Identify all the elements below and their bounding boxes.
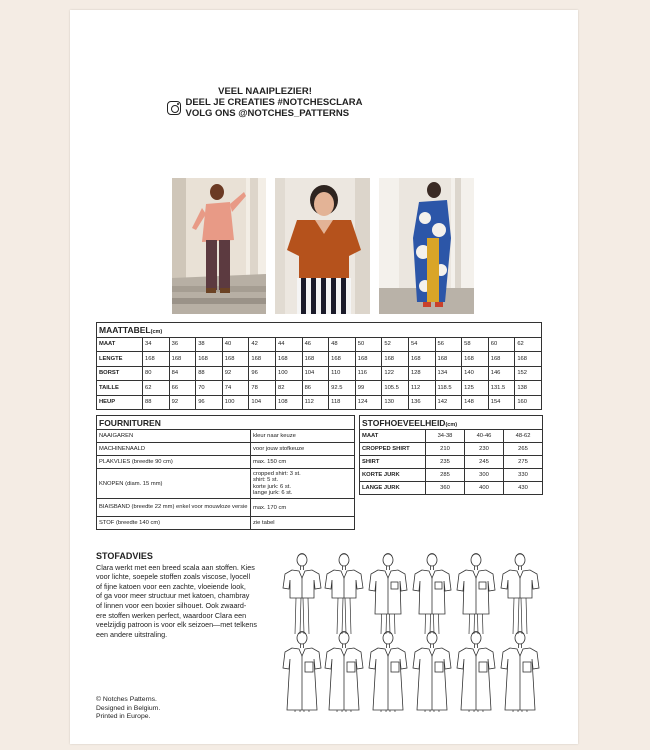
table-row (97, 395, 542, 410)
advice-line: ere stoffen werken perfect, waardoor Clara een (96, 610, 247, 620)
buttons-line: lange jurk: 6 st. (253, 490, 293, 496)
size-cell: 48 (329, 337, 356, 352)
technical-drawings (280, 548, 546, 728)
table-row (360, 443, 543, 456)
copyright-line: Designed in Belgium. (96, 704, 161, 712)
size-cell: 80 (143, 366, 170, 381)
size-cell: 112 (302, 395, 329, 410)
size-cell: 40 (222, 337, 249, 352)
advice-line: veelzijdig patroon is voor elk seizoen—met telkens (96, 620, 257, 630)
supply-value: max. 170 cm (251, 499, 355, 517)
table-row (360, 469, 543, 482)
advice-line: of linnen voor een boxier silhouet. Ook zwaard- (96, 600, 247, 610)
fabric-cell: 210 (426, 443, 465, 456)
size-cell: 168 (302, 352, 329, 367)
supply-value (251, 469, 355, 499)
size-row-label: MAAT (97, 337, 143, 352)
size-cell: 168 (488, 352, 515, 367)
supply-label: STOF (breedte 140 cm) (97, 517, 251, 530)
supply-value: voor jouw stofkeuze (251, 443, 355, 456)
size-cell: 112 (408, 381, 435, 396)
size-cell: 152 (515, 366, 542, 381)
table-row (97, 499, 355, 517)
table-row (97, 430, 355, 443)
size-cell: 42 (249, 337, 276, 352)
table-row (97, 381, 542, 396)
table-row (97, 337, 542, 352)
size-cell: 168 (329, 352, 356, 367)
supplies-title: FOURNITUREN (97, 416, 355, 430)
size-cell: 36 (169, 337, 196, 352)
supply-label: PLAKVLIES (breedte 90 cm) (97, 456, 251, 469)
table-row (360, 482, 543, 495)
size-cell: 168 (275, 352, 302, 367)
fabric-row-label: CROPPED SHIRT (360, 443, 426, 456)
size-cell: 168 (408, 352, 435, 367)
fabric-row-label: SHIRT (360, 456, 426, 469)
advice-line: of ga voor meer structuur met katoen, chambray (96, 591, 250, 601)
size-cell: 50 (355, 337, 382, 352)
size-cell: 99 (355, 381, 382, 396)
photo-pink-shirt (172, 178, 266, 314)
fabric-header-label: MAAT (360, 430, 426, 443)
table-row (97, 517, 355, 530)
size-cell: 52 (382, 337, 409, 352)
fabric-cell: 330 (504, 469, 543, 482)
fabric-advice-title: STOFADVIES (96, 551, 153, 561)
size-cell: 38 (196, 337, 223, 352)
size-cell: 168 (515, 352, 542, 367)
size-cell: 142 (435, 395, 462, 410)
fabric-row-label: LANGE JURK (360, 482, 426, 495)
fabric-cell: 400 (465, 482, 504, 495)
size-cell: 138 (515, 381, 542, 396)
table-row (97, 443, 355, 456)
size-cell: 116 (355, 366, 382, 381)
size-cell: 78 (249, 381, 276, 396)
buttons-line: cropped shirt: 3 st. (253, 470, 301, 477)
supply-value: kleur naar keuze (251, 430, 355, 443)
supply-value: max. 150 cm (251, 456, 355, 469)
instagram-icon (167, 101, 181, 115)
copyright (96, 696, 160, 722)
header-line-1: VEEL NAAIPLEZIER! (218, 86, 312, 97)
table-row (360, 430, 543, 443)
size-cell: 154 (488, 395, 515, 410)
fabric-cell: 300 (465, 469, 504, 482)
size-cell: 60 (488, 337, 515, 352)
size-cell: 146 (488, 366, 515, 381)
size-cell: 108 (275, 395, 302, 410)
size-cell: 168 (143, 352, 170, 367)
size-table (96, 322, 542, 410)
size-cell: 96 (249, 366, 276, 381)
supply-label: BIAISBAND (breedte 22 mm) enkel voor mouwloze versie (97, 499, 251, 517)
supplies-table (96, 415, 355, 530)
copyright-line: © Notches Patterns. (96, 696, 157, 703)
fabric-row-label: KORTE JURK (360, 469, 426, 482)
size-cell: 54 (408, 337, 435, 352)
size-cell: 160 (515, 395, 542, 410)
size-cell: 100 (222, 395, 249, 410)
advice-line: Clara werkt met een breed scala aan stoffen. Kies (96, 562, 255, 572)
size-cell: 134 (435, 366, 462, 381)
table-row (97, 366, 542, 381)
size-cell: 96 (196, 395, 223, 410)
size-cell: 62 (515, 337, 542, 352)
table-row (360, 456, 543, 469)
advice-line: een andere uitstraling. (96, 629, 168, 639)
size-cell: 100 (275, 366, 302, 381)
size-cell: 168 (249, 352, 276, 367)
size-cell: 34 (143, 337, 170, 352)
fabric-cell: 245 (465, 456, 504, 469)
size-cell: 104 (249, 395, 276, 410)
size-cell: 82 (275, 381, 302, 396)
buttons-line: shirt: 5 st. (253, 477, 279, 483)
size-cell: 168 (355, 352, 382, 367)
fabric-header-col: 48-62 (504, 430, 543, 443)
fabric-table (359, 415, 543, 495)
size-cell: 66 (169, 381, 196, 396)
header-line-2: DEEL JE CREATIES #NOTCHESCLARA (185, 97, 363, 108)
size-cell: 44 (275, 337, 302, 352)
advice-line: voor lichte, soepele stoffen zoals viscose, lyocell (96, 572, 251, 582)
size-cell: 168 (435, 352, 462, 367)
fabric-cell: 285 (426, 469, 465, 482)
fabric-cell: 235 (426, 456, 465, 469)
size-cell: 104 (302, 366, 329, 381)
header-line-3: VOLG ONS @NOTCHES_PATTERNS (185, 108, 350, 119)
size-cell: 92.5 (329, 381, 356, 396)
size-row-label: LENGTE (97, 352, 143, 367)
fabric-header-col: 34-38 (426, 430, 465, 443)
size-cell: 105.5 (382, 381, 409, 396)
size-cell: 128 (408, 366, 435, 381)
size-cell: 118 (329, 395, 356, 410)
size-cell: 130 (382, 395, 409, 410)
fabric-cell: 275 (504, 456, 543, 469)
size-table-title: MAATTABEL(cm) (97, 323, 542, 338)
fabric-cell: 265 (504, 443, 543, 456)
size-cell: 56 (435, 337, 462, 352)
fabric-header-col: 40-46 (465, 430, 504, 443)
size-cell: 125 (462, 381, 489, 396)
size-cell: 92 (169, 395, 196, 410)
size-cell: 122 (382, 366, 409, 381)
fabric-cell: 430 (504, 482, 543, 495)
buttons-line: korte jurk: 6 st. (253, 483, 292, 490)
header (150, 86, 380, 119)
advice-line: of fijne katoen voor een zachte, vloeiende look, (96, 581, 246, 591)
table-row (97, 352, 542, 367)
size-cell: 168 (222, 352, 249, 367)
size-cell: 118.5 (435, 381, 462, 396)
fabric-cell: 360 (426, 482, 465, 495)
fabric-table-title: STOFHOEVEELHEID(cm) (360, 416, 543, 430)
copyright-line: Printed in Europe. (96, 713, 151, 721)
size-cell: 74 (222, 381, 249, 396)
size-row-label: BORST (97, 366, 143, 381)
supply-value: zie tabel (251, 517, 355, 530)
table-row (97, 469, 355, 499)
supply-label: MACHINENAALD (97, 443, 251, 456)
size-row-label: HEUP (97, 395, 143, 410)
size-cell: 136 (408, 395, 435, 410)
size-cell: 70 (196, 381, 223, 396)
photo-rust-shirt (275, 178, 370, 314)
size-cell: 58 (462, 337, 489, 352)
size-cell: 92 (222, 366, 249, 381)
size-cell: 110 (329, 366, 356, 381)
size-cell: 168 (196, 352, 223, 367)
size-cell: 84 (169, 366, 196, 381)
fabric-advice (96, 552, 276, 639)
fabric-cell: 230 (465, 443, 504, 456)
size-cell: 140 (462, 366, 489, 381)
size-cell: 131.5 (488, 381, 515, 396)
size-row-label: TAILLE (97, 381, 143, 396)
size-cell: 88 (143, 395, 170, 410)
size-cell: 86 (302, 381, 329, 396)
size-cell: 62 (143, 381, 170, 396)
size-cell: 168 (169, 352, 196, 367)
instagram-block (150, 97, 380, 119)
size-cell: 88 (196, 366, 223, 381)
table-row (97, 456, 355, 469)
size-cell: 124 (355, 395, 382, 410)
size-cell: 168 (462, 352, 489, 367)
supply-label: KNOPEN (diam. 15 mm) (97, 469, 251, 499)
size-cell: 148 (462, 395, 489, 410)
photo-blue-dress (379, 178, 474, 314)
supply-label: NAAIGAREN (97, 430, 251, 443)
size-cell: 168 (382, 352, 409, 367)
size-cell: 46 (302, 337, 329, 352)
